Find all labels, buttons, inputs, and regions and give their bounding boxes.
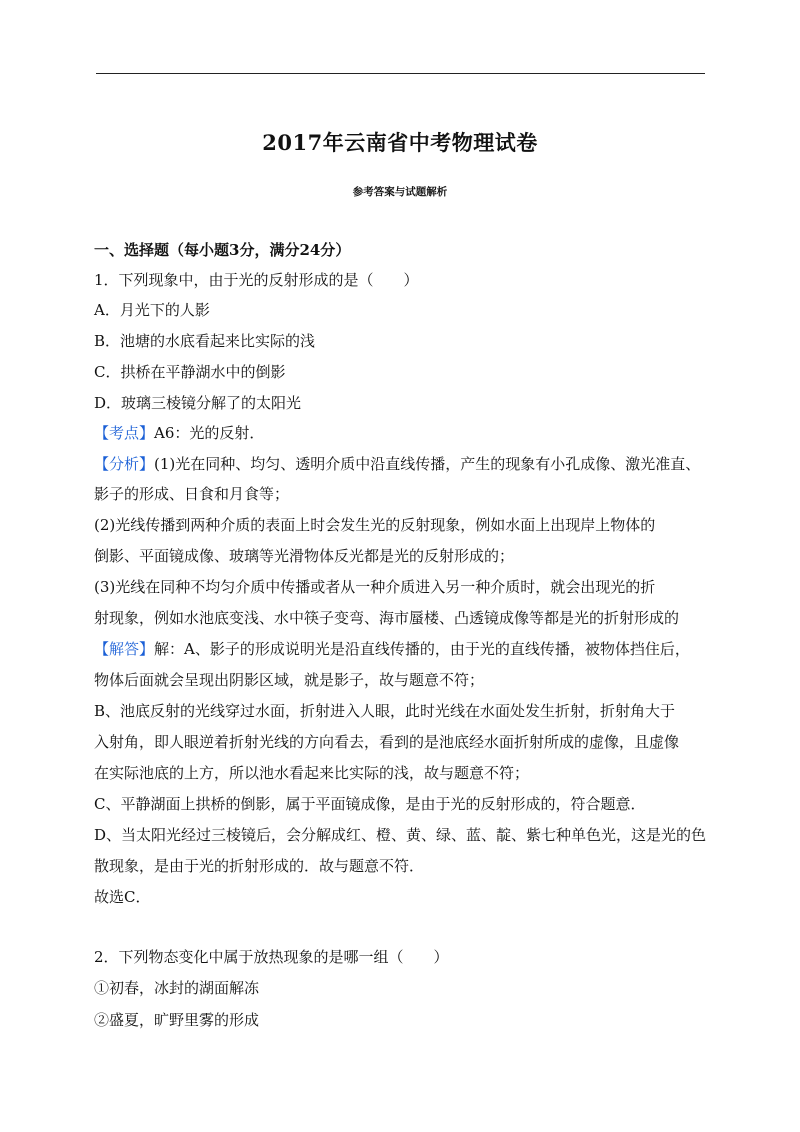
- q1-option-b: B．池塘的水底看起来比实际的浅: [94, 332, 316, 350]
- q1-option-d: D．玻璃三棱镜分解了的太阳光: [94, 394, 302, 412]
- jieda-text-a1: 解：A、影子的形成说明光是沿直线传播的，由于光的直线传播，被物体挡住后，: [154, 640, 690, 658]
- jieda-tag: 【解答】: [94, 640, 155, 658]
- q1-option-c: C．拱桥在平静湖水中的倒影: [94, 363, 286, 381]
- kaodian-text: A6：光的反射．: [154, 424, 265, 442]
- q1-fenxi-1a: [94, 454, 700, 474]
- q1-jieda-c: C、平静湖面上拱桥的倒影，属于平面镜成像，是由于光的反射形成的，符合题意．: [94, 795, 646, 813]
- q1-fenxi-2b: 倒影、平面镜成像、玻璃等光滑物体反光都是光的反射形成的；: [94, 547, 515, 565]
- q2-item-2: ②盛夏，旷野里雾的形成: [94, 1011, 260, 1029]
- q1-option-a: A．月光下的人影: [94, 301, 210, 319]
- top-rule: [96, 73, 705, 74]
- q1-fenxi-3a: (3)光线在同种不均匀介质中传播或者从一种介质进入另一种介质时，就会出现光的折: [94, 578, 656, 596]
- q1-jieda-a2: 物体后面就会呈现出阴影区域，就是影子，故与题意不符；: [94, 671, 485, 689]
- fenxi-tag: 【分析】: [94, 455, 155, 473]
- q1-fenxi-3b: 射现象，例如水池底变浅、水中筷子变弯、海市蜃楼、凸透镜成像等都是光的折射形成的: [94, 609, 680, 627]
- q1-jieda-d2: 散现象，是由于光的折射形成的．故与题意不符．: [94, 857, 425, 875]
- q1-stem: 1．下列现象中，由于光的反射形成的是（ ）: [94, 271, 419, 289]
- page-title: 2017年云南省中考物理试卷: [262, 130, 538, 155]
- section-heading: 一、选择题（每小题3分，满分24分）: [94, 241, 351, 259]
- q1-answer: 故选C．: [94, 888, 151, 906]
- q2-stem: 2．下列物态变化中属于放热现象的是哪一组（ ）: [94, 948, 449, 966]
- q1-jieda-a1: [94, 639, 690, 659]
- q2-item-1: ①初春，冰封的湖面解冻: [94, 979, 260, 997]
- kaodian-tag: 【考点】: [94, 424, 155, 442]
- q1-jieda-b2: 入射角，即人眼逆着折射光线的方向看去，看到的是池底经水面折射所成的虚像，且虚像: [94, 733, 680, 751]
- q1-jieda-b1: B、池底反射的光线穿过水面，折射进入人眼，此时光线在水面处发生折射，折射角大于: [94, 702, 676, 720]
- q1-fenxi-1b: 影子的形成、日食和月食等；: [94, 485, 290, 503]
- page-subtitle: 参考答案与试题解析: [352, 186, 448, 198]
- q1-jieda-d1: D、当太阳光经过三棱镜后，会分解成红、橙、黄、绿、蓝、靛、紫七种单色光，这是光的色: [94, 826, 707, 844]
- fenxi-text-1a: (1)光在同种、均匀、透明介质中沿直线传播，产生的现象有小孔成像、激光准直、: [154, 455, 701, 473]
- q1-jieda-b3: 在实际池底的上方，所以池水看起来比实际的浅，故与题意不符；: [94, 764, 530, 782]
- q1-fenxi-2a: (2)光线传播到两种介质的表面上时会发生光的反射现象，例如水面上出现岸上物体的: [94, 516, 656, 534]
- q1-kaodian: [94, 423, 264, 443]
